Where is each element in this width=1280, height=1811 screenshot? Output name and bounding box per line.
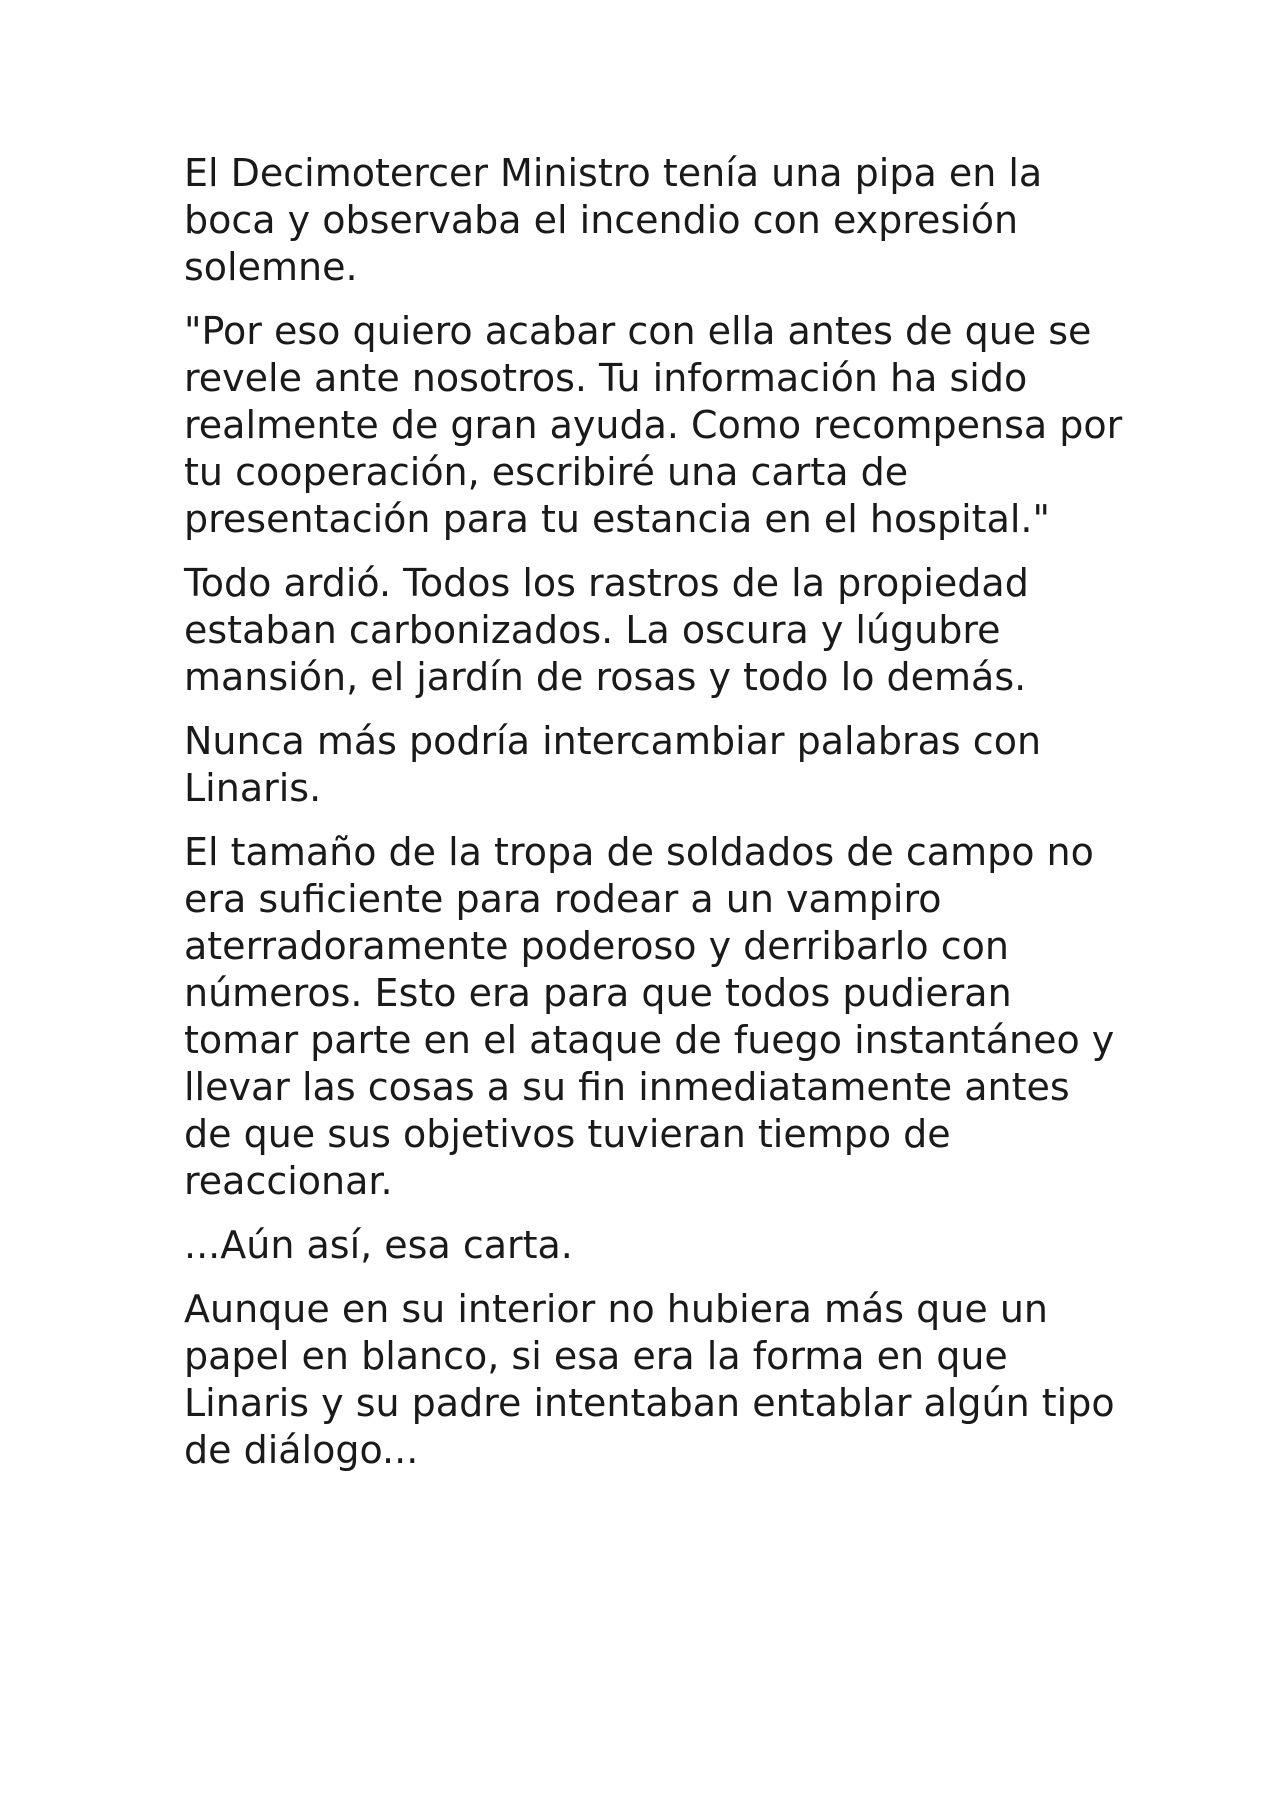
paragraph: Nunca más podría intercambiar palabras con Linaris. [184, 719, 1042, 810]
paragraph: El tamaño de la tropa de soldados de campo no era suficiente para rodear a un vampiro aterradoramente poderoso y derribarlo con números. Esto era para que todos pudieran tomar parte en el ataque de fuego instantáneo y llevar las cosas a su fin inmediatamente antes de que sus objetivos tuvieran tiempo de reaccionar. [184, 830, 1115, 1203]
document-body [184, 150, 1124, 1491]
paragraph: ...Aún así, esa carta. [184, 1223, 573, 1267]
paragraph: "Por eso quiero acabar con ella antes de que se revele ante nosotros. Tu información ha sido realmente de gran ayuda. Como recompensa por tu cooperación, escribiré una carta de presentación para tu estancia en el hospital." [184, 309, 1123, 541]
paragraph: Aunque en su interior no hubiera más que un papel en blanco, si esa era la forma en que Linaris y su padre intentaban entablar algún tipo de diálogo... [184, 1287, 1115, 1472]
paragraph: El Decimotercer Ministro tenía una pipa en la boca y observaba el incendio con expresión solemne. [184, 151, 1043, 289]
paragraph: Todo ardió. Todos los rastros de la propiedad estaban carbonizados. La oscura y lúgubre mansión, el jardín de rosas y todo lo demás. [184, 561, 1029, 699]
